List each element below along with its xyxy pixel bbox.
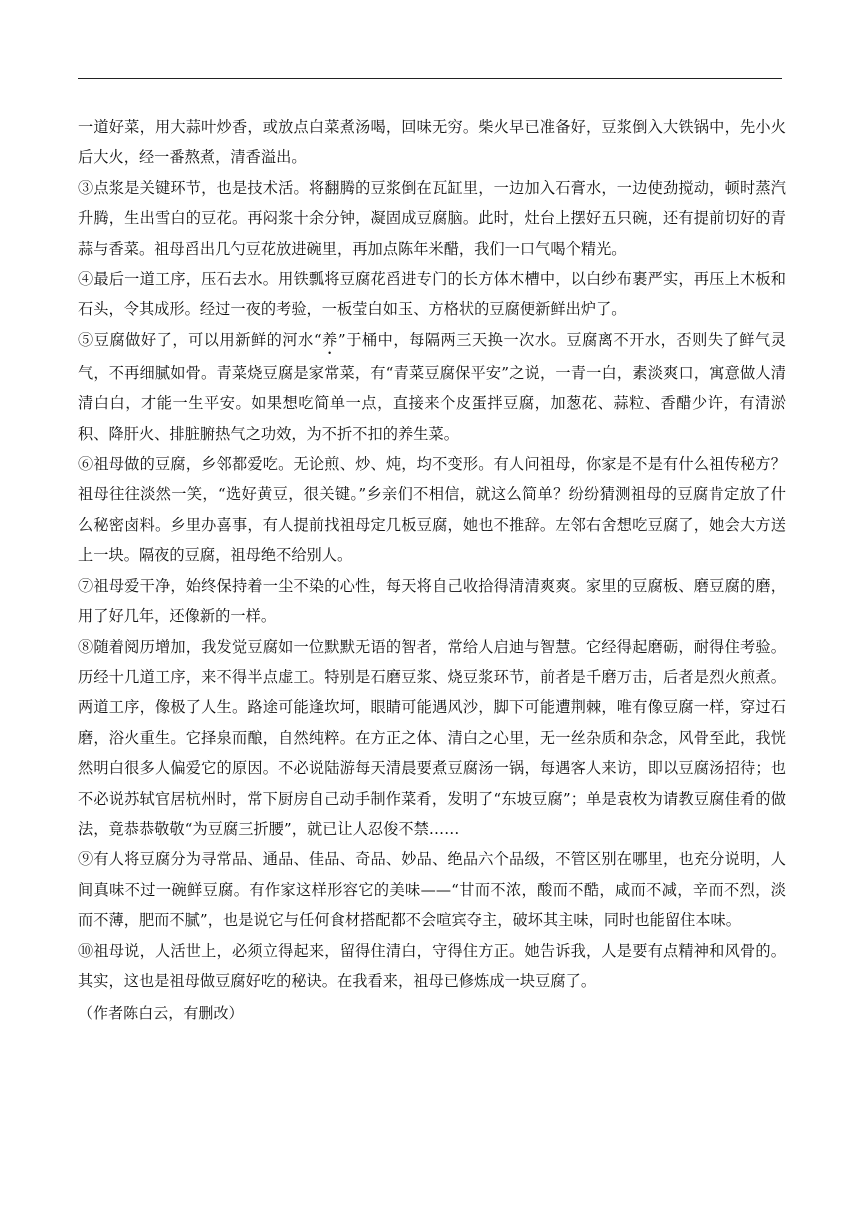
paragraph-6: ⑥祖母做的豆腐，乡邻都爱吃。无论煎、炒、炖，均不变形。有人问祖母，你家是不是有什么祖传秘方？祖母往往淡然一笑，“选好黄豆，很关键。”乡亲们不相信，就这么简单？纷纷猜测祖母的豆腐肯定放了什么秘密卤料。乡里办喜事，有人提前找祖母定几板豆腐，她也不推辞。左邻右舍想吃豆腐了，她会大方送上一块。隔夜的豆腐，祖母绝不给别人。 (78, 455, 786, 565)
paragraph-9: ⑨有人将豆腐分为寻常品、通品、佳品、奇品、妙品、绝品六个品级，不管区别在哪里，也充分说明，人间真味不过一碗鲜豆腐。有作家这样形容它的美味——“甘而不浓，酸而不酷，咸而不减，辛而不烈，淡而不薄，肥而不腻”，也是说它与任何食材搭配都不会喧宾夺主，破坏其主味，同时也能留住本味。 (78, 850, 786, 930)
paragraph-5-start: ⑤豆腐做好了，可以用新鲜的河水“ (78, 330, 322, 349)
paragraph-3: ③点浆是关键环节，也是技术活。将翻腾的豆浆倒在瓦缸里，一边加入石膏水，一边使劲搅动，顿时蒸汽升腾，生出雪白的豆花。再闷浆十余分钟，凝固成豆腐脑。此时，灶台上摆好五只碗，还有提前切好的青蒜与香菜。祖母舀出几勺豆花放进碗里，再加点陈年米醋，我们一口气喝个精光。 (78, 178, 786, 258)
author-note: （作者陈白云，有删改） (78, 1004, 244, 1023)
paragraph-8: ⑧随着阅历增加，我发觉豆腐如一位默默无语的智者，常给人启迪与智慧。它经得起磨砺，耐得住考验。历经十几道工序，来不得半点虚工。特别是石磨豆浆、烧豆浆环节，前者是千磨万击，后者是烈火煎煮。两道工序，像极了人生。路途可能逢坎坷，眼睛可能遇风沙，脚下可能遭荆棘，唯有像豆腐一样，穿过石磨，浴火重生。它择泉而酿，自然纯粹。在方正之体、清白之心里，无一丝杂质和杂念，风骨至此，我恍然明白很多人偏爱它的原因。不必说陆游每天清晨要煮豆腐汤一锅，每遇客人来访，即以豆腐汤招待；也不必说苏轼官居杭州时，常下厨房自己动手制作菜肴，发明了“东坡豆腐”；单是袁枚为请教豆腐佳肴的做法，竟恭恭敬敬“为豆腐三折腰”，就已让人忍俊不禁…… (78, 637, 786, 838)
paragraph-7: ⑦祖母爱干净，始终保持着一尘不染的心性，每天将自己收拾得清清爽爽。家里的豆腐板、磨豆腐的磨，用了好几年，还像新的一样。 (78, 576, 786, 626)
article-body (78, 112, 786, 1029)
paragraph-5-rest: ”于桶中，每隔两三天换一次水。豆腐离不开水，否则失了鲜气灵气，不再细腻如骨。青菜烧豆腐是家常菜，有“青菜豆腐保平安”之说，一青一白，素淡爽口，寓意做人清清白白，才能一生平安。如果想吃简单一点，直接来个皮蛋拌豆腐，加葱花、蒜粒、香醋少许，有清淤积、降肝火、排脏腑热气之功效，为不折不扣的养生菜。 (78, 330, 786, 443)
paragraph-2-continued: 一道好菜，用大蒜叶炒香，或放点白菜煮汤喝，回味无穷。柴火早已准备好，豆浆倒入大铁锅中，先小火后大火，经一番熬煮，清香溢出。 (78, 118, 786, 167)
paragraph-5 (78, 325, 786, 449)
paragraph-10: ⑩祖母说，人活世上，必须立得起来，留得住清白，守得住方正。她告诉我，人是要有点精神和风骨的。其实，这也是祖母做豆腐好吃的秘诀。在我看来，祖母已修炼成一块豆腐了。 (78, 941, 786, 990)
header-rule (78, 78, 782, 79)
paragraph-4: ④最后一道工序，压石去水。用铁瓢将豆腐花舀进专门的长方体木槽中，以白纱布裹严实，再压上木板和石头，令其成形。经过一夜的考验，一板莹白如玉、方格状的豆腐便新鲜出炉了。 (78, 270, 786, 319)
emphasized-word: 养 (321, 330, 338, 349)
